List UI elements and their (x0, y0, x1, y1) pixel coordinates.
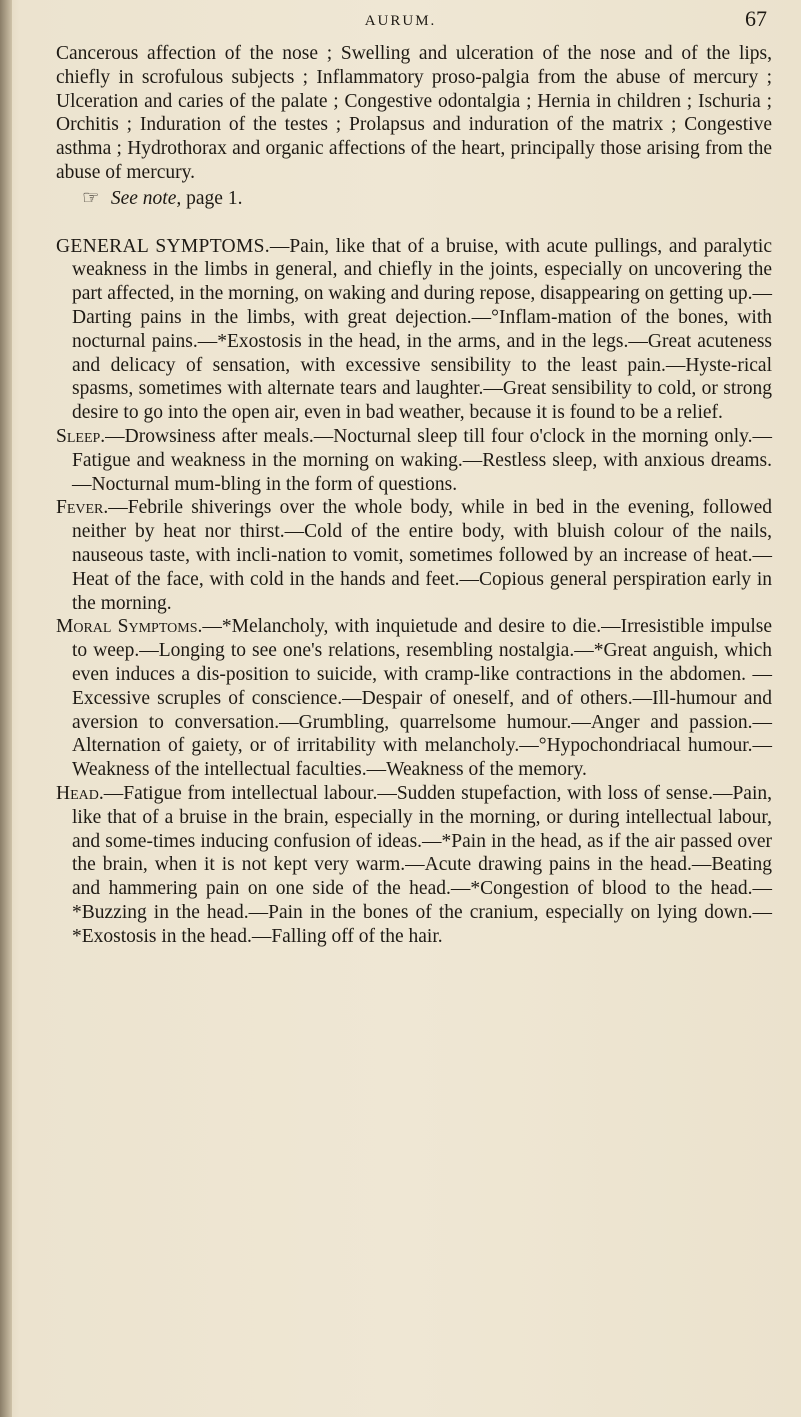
moral-symptoms-text: —*Melancholy, with inquietude and desire to die.—Irresistible impulse to weep.—Longing to see one's relations, resembling nostalgia.—*Great anguish, which even induces a dis-position to suicide, with cramp-like contractions in the abdomen. —Excessive scruples of conscience.—Despair of oneself, and of others.—Ill-humour and aversion to conversation.—Grumbling, quarrelsome humour.—Anger and passion.—Alternation of gaiety, or of irritability with melancholy.—°Hypochondriacal humour.—Weakness of the intellectual faculties.—Weakness of the memory. (72, 616, 772, 781)
see-note-page: page 1. (186, 187, 243, 209)
sleep-paragraph (56, 425, 772, 496)
sleep-heading: Sleep. (56, 425, 106, 447)
general-symptoms-heading: GENERAL SYMPTOMS. (56, 235, 270, 257)
page-number: 67 (745, 6, 767, 31)
general-symptoms-text: —Pain, like that of a bruise, with acute pullings, and paralytic weakness in the limbs in general, and chiefly in the joints, especially on uncovering the part affected, in the morning, on waking and during repose, disappearing on getting up.—Darting pains in the limbs, with great dejection.—°Inflam-mation of the bones, with nocturnal pains.—*Exostosis in the head, in the arms, and in the legs.—Great acuteness and delicacy of sensation, with excessive sensibility to the least pain.—Hyste-rical spasms, sometimes with alternate tears and laughter.—Great sensibility to cold, or strong desire to go into the open air, even in bad weather, because it is found to be a relief. (72, 235, 772, 424)
fever-text: —Febrile shiverings over the whole body, while in bed in the evening, followed neither by heat nor thirst.—Cold of the entire body, with bluish colour of the nails, nauseous taste, with incli-nation to vomit, sometimes followed by an increase of heat.—Heat of the face, with cold in the hands and feet.—Copious general perspiration early in the morning. (72, 497, 772, 614)
intro-paragraph: Cancerous affection of the nose ; Swelling and ulceration of the nose and of the lips, chiefly in scrofulous subjects ; Inflammatory proso-palgia from the abuse of mercury ; Ulceration and caries of the palate ; Congestive odontalgia ; Hernia in children ; Ischuria ; Orchitis ; Induration of the testes ; Prolapsus and induration of the matrix ; Congestive asthma ; Hydrothorax and organic affections of the heart, principally those arising from the abuse of mercury. (56, 43, 772, 183)
see-note-text: See note, (110, 187, 182, 209)
head-text: —Fatigue from intellectual labour.—Sudden stupefaction, with loss of sense.—Pain, like that of a bruise in the brain, especially in the morning, or during intellectual labour, and some-times inducing confusion of ideas.—*Pain in the head, as if the air passed over the brain, when it is not kept very warm.—Acute drawing pains in the head.—Beating and hammering pain on one side of the head.—*Congestion of blood to the head.—*Buzzing in the head.—Pain in the bones of the cranium, especially on lying down.—*Exostosis in the head.—Falling off of the hair. (72, 782, 772, 947)
pointing-hand-icon: ☞ (82, 187, 100, 209)
moral-symptoms-paragraph (56, 615, 772, 782)
fever-paragraph (56, 496, 772, 615)
moral-symptoms-heading: Moral Symptoms. (56, 616, 203, 638)
head-paragraph (56, 782, 772, 949)
page-header (0, 5, 801, 35)
page-gutter-shadow (0, 0, 12, 1417)
general-symptoms-paragraph (56, 235, 772, 425)
running-title: AURUM. (364, 13, 437, 29)
fever-heading: Fever. (56, 497, 109, 519)
see-note-line (56, 187, 772, 211)
head-heading: Head. (56, 782, 104, 804)
body-text (56, 42, 772, 948)
sleep-text: —Drowsiness after meals.—Nocturnal sleep till four o'clock in the morning only.—Fatigue and weakness in the morning on waking.—Restless sleep, with anxious dreams.—Nocturnal mum-bling in the form of questions. (72, 425, 772, 495)
